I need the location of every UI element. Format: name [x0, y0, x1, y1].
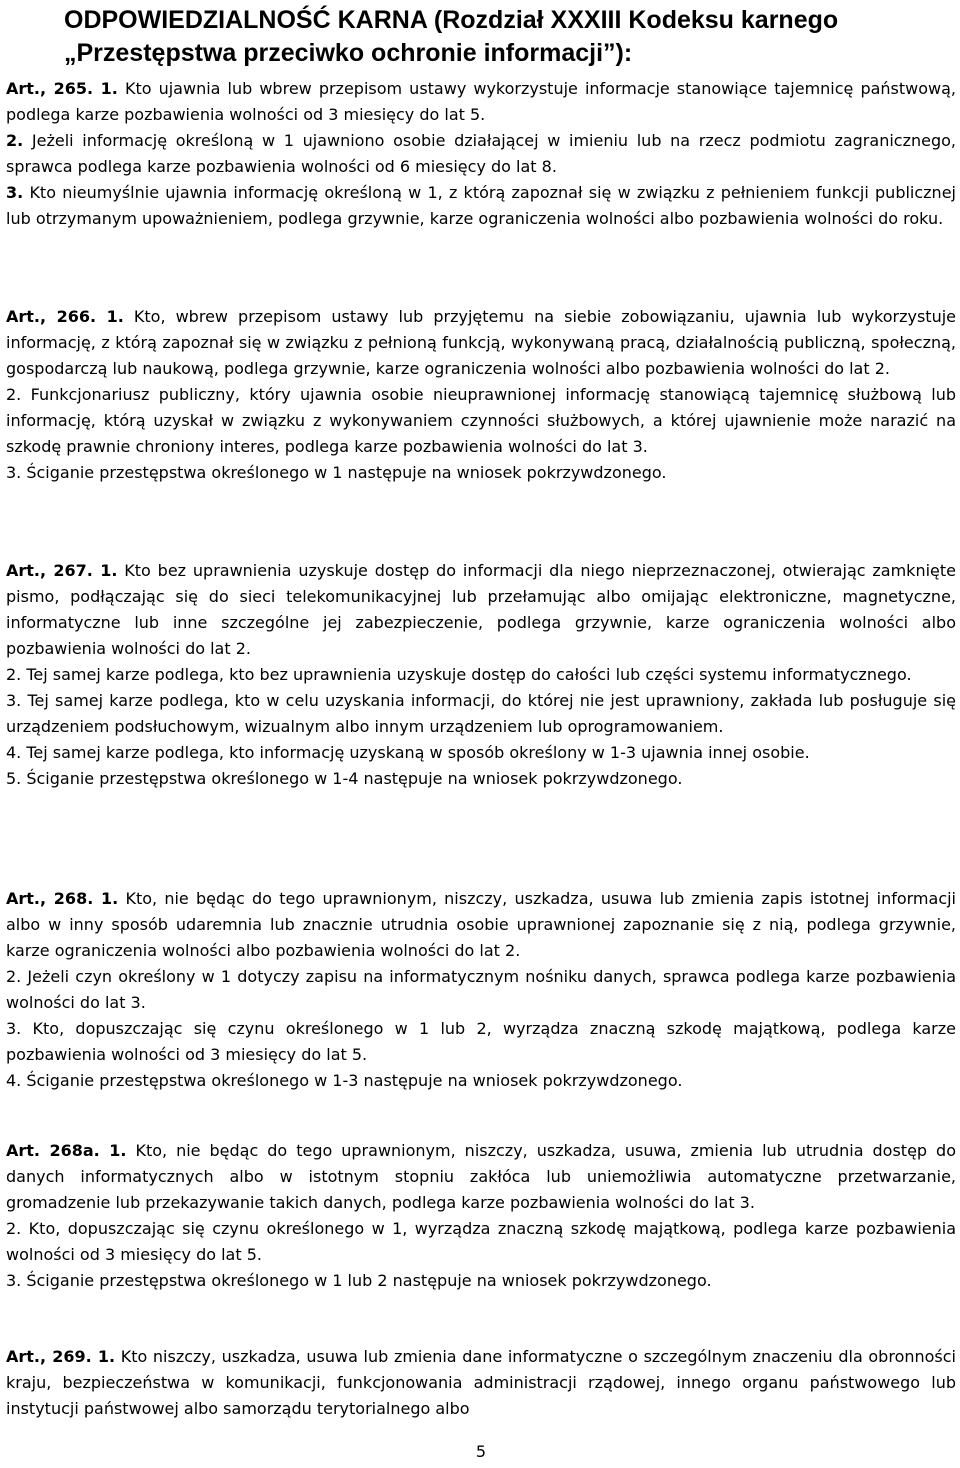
document-title: ODPOWIEDZIALNOŚĆ KARNA (Rozdział XXXIII Kodeksu karnego „Przestępstwa przeciwko ochronie informacji”):	[64, 6, 839, 67]
paragraph-number: 2.	[6, 131, 24, 150]
document-page	[6, 0, 956, 1468]
paragraph: 2. Kto, dopuszczając się czynu określonego w 1, wyrządza znaczną szkodę majątkową, podlega karze pozbawienia wolności od 3 miesięcy do lat 5.	[6, 1219, 956, 1264]
paragraph-text: Kto nieumyślnie ujawnia informację określoną w 1, z którą zapoznał się w związku z pełnieniem funkcji publicznej lub otrzymanym upoważnieniem, podlega grzywnie, karze ograniczenia wolności albo pozbawienia wolności do roku.	[6, 183, 956, 228]
paragraph	[6, 1138, 956, 1216]
page-number: 5	[475, 1442, 487, 1461]
paragraph: 2. Tej samej karze podlega, kto bez uprawnienia uzyskuje dostęp do całości lub części systemu informatycznego.	[6, 665, 912, 684]
paragraph: 4. Tej samej karze podlega, kto informację uzyskaną w sposób określony w 1-3 ujawnia innej osobie.	[6, 743, 810, 762]
paragraph-text: Kto ujawnia lub wbrew przepisom ustawy wykorzystuje informacje stanowiące tajemnicę państwową, podlega karze pozbawienia wolności od 3 miesięcy do lat 5.	[6, 79, 957, 124]
article-269	[6, 1344, 956, 1422]
paragraph: 3. Ściganie przestępstwa określonego w 1 następuje na wniosek pokrzywdzonego.	[6, 463, 667, 482]
article-266	[6, 304, 956, 486]
article-heading: Art., 268. 1.	[6, 889, 119, 908]
paragraph: 5. Ściganie przestępstwa określonego w 1-4 następuje na wniosek pokrzywdzonego.	[6, 769, 683, 788]
paragraph-text: Kto, wbrew przepisom ustawy lub przyjętemu na siebie zobowiązaniu, ujawnia lub wykorzystuje informację, z którą zapoznał się w związku z pełnioną funkcją, wykonywaną pracą, działalnością publiczną, społeczną, gospodarczą lub naukową, podlega grzywnie, karze ograniczenia wolności albo pozbawienia wolności do lat 2.	[6, 307, 957, 378]
paragraph: 2. Funkcjonariusz publiczny, który ujawnia osobie nieuprawnionej informację stanowiącą tajemnicę służbową lub informację, którą uzyskał w związku z wykonywaniem czynności służbowych, a której ujawnienie może narazić na szkodę prawnie chroniony interes, podlega karze pozbawienia wolności do lat 3.	[6, 385, 956, 456]
article-heading: Art., 267. 1.	[6, 561, 118, 580]
article-267	[6, 558, 956, 792]
paragraph	[6, 1344, 956, 1422]
paragraph	[6, 304, 956, 382]
article-heading: Art., 266. 1.	[6, 307, 124, 326]
paragraph	[6, 886, 956, 964]
paragraph-text: Kto bez uprawnienia uzyskuje dostęp do informacji dla niego nieprzeznaczonej, otwierając zamknięte pismo, podłączając się do sieci telekomunikacyjnej lub przełamując albo omijając elektroniczne, magnetyczne, informatyczne lub inne szczególne jej zabezpieczenie, podlega grzywnie, karze ograniczenia wolności albo pozbawienia wolności do lat 2.	[6, 561, 956, 658]
article-268	[6, 886, 956, 1094]
article-268a	[6, 1138, 956, 1294]
paragraph: 3. Kto, dopuszczając się czynu określonego w 1 lub 2, wyrządza znaczną szkodę majątkową, podlega karze pozbawienia wolności od 3 miesięcy do lat 5.	[6, 1019, 956, 1064]
paragraph: 4. Ściganie przestępstwa określonego w 1-3 następuje na wniosek pokrzywdzonego.	[6, 1071, 683, 1090]
paragraph	[6, 558, 956, 662]
paragraph-text: Kto, nie będąc do tego uprawnionym, niszczy, uszkadza, usuwa, zmienia lub utrudnia dostęp do danych informatycznych albo w istotnym stopniu zakłóca lub uniemożliwia automatyczne przetwarzanie, gromadzenie lub przekazywanie takich danych, podlega karze pozbawienia wolności do lat 3.	[6, 1141, 957, 1212]
paragraph	[6, 76, 956, 128]
paragraph	[6, 180, 956, 232]
article-heading: Art., 265. 1.	[6, 79, 118, 98]
article-heading: Art., 269. 1.	[6, 1347, 116, 1366]
paragraph	[6, 128, 956, 180]
paragraph: 3. Tej samej karze podlega, kto w celu uzyskania informacji, do której nie jest uprawniony, zakłada lub posługuje się urządzeniem podsłuchowym, wizualnym albo innym urządzeniem lub oprogramowaniem.	[6, 691, 956, 736]
paragraph-text: Kto, nie będąc do tego uprawnionym, niszczy, uszkadza, usuwa lub zmienia zapis istotnej informacji albo w inny sposób udaremnia lub znacznie utrudnia osobie uprawnionej zapoznanie się z nią, podlega grzywnie, karze ograniczenia wolności albo pozbawienia wolności do lat 2.	[6, 889, 957, 960]
article-heading: Art. 268a. 1.	[6, 1141, 127, 1160]
paragraph: 2. Jeżeli czyn określony w 1 dotyczy zapisu na informatycznym nośniku danych, sprawca podlega karze pozbawienia wolności do lat 3.	[6, 967, 956, 1012]
article-265	[6, 76, 956, 232]
paragraph-text: Kto niszczy, uszkadza, usuwa lub zmienia dane informatyczne o szczególnym znaczeniu dla obronności kraju, bezpieczeństwa w komunikacji, funkcjonowania administracji rządowej, innego organu państwowego lub instytucji państwowej albo samorządu terytorialnego albo	[6, 1347, 957, 1418]
paragraph: 3. Ściganie przestępstwa określonego w 1 lub 2 następuje na wniosek pokrzywdzonego.	[6, 1271, 712, 1290]
paragraph-number: 3.	[6, 183, 24, 202]
paragraph-text: Jeżeli informację określoną w 1 ujawniono osobie działającej w imieniu lub na rzecz podmiotu zagranicznego, sprawca podlega karze pozbawienia wolności od 6 miesięcy do lat 8.	[6, 131, 956, 176]
